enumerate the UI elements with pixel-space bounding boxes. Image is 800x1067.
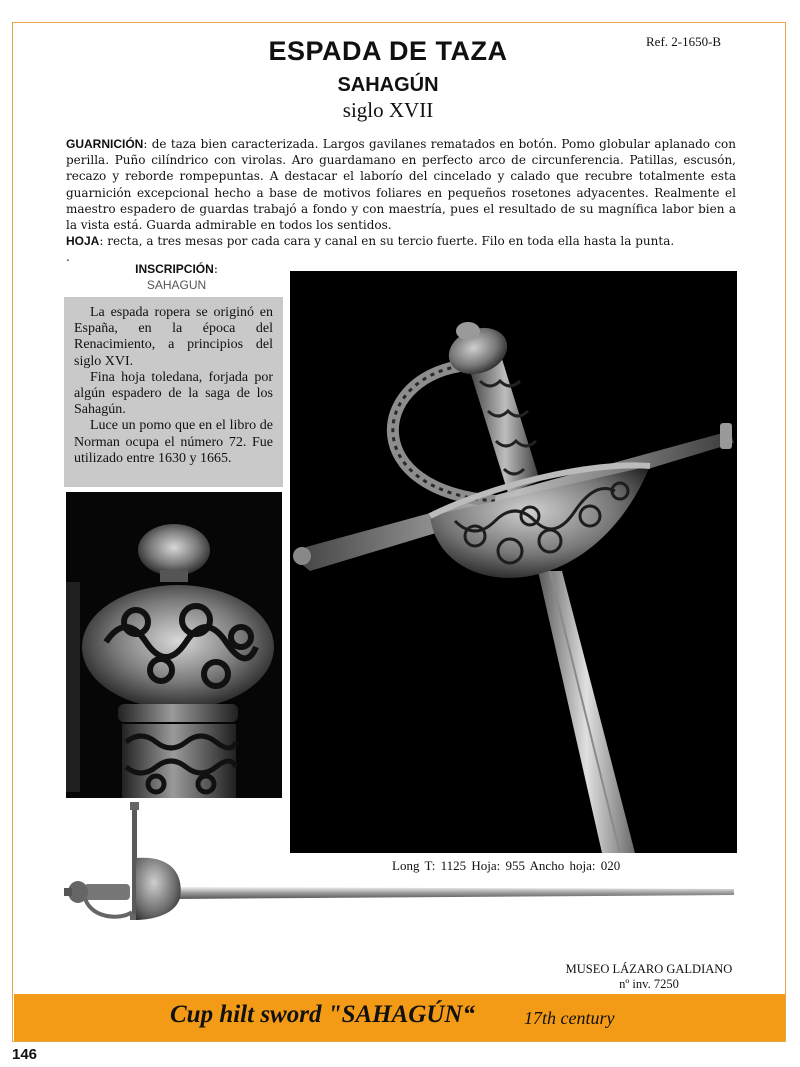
inscription-value: SAHAGUN <box>146 278 207 292</box>
guarnicion-text: : de taza bien caracterizada. Largos gavilanes rematados en botón. Pomo globular aplanado con perilla. Puño cilíndrico con virolas. Aro guardamano en perfecto arco de circunferencia. Patillas, escusón, recazo y reborde rompepuntas. A destacar el laborío del cincelado y calado que recubre totalmente esta guarnición excepcional hecho a base de motivos foliares en pequeños rosetones adyacentes. Realmente el maestro espadero de guardas trabajó a fondo y con maestría, pues el resultado de su magnífica labor bien a la vista está. Guarda admirable en todos los sentidos. <box>66 137 736 233</box>
museum-name: MUSEO LÁZARO GALDIANO <box>565 962 733 976</box>
guarnicion-label: GUARNICIÓN <box>66 137 144 151</box>
museum-caption <box>560 962 738 992</box>
note-paragraph-2: Fina hoja toledana, forjada por algún espadero de la saga de los Sahagún. <box>74 369 273 418</box>
pommel-detail-photo <box>66 492 282 798</box>
note-paragraph-1: La espada ropera se originó en España, en la época del Renacimiento, a principios del siglo XVI. <box>74 305 273 369</box>
inscription-label-text: INSCRIPCIÓN <box>135 262 214 276</box>
page-subtitle: SAHAGÚN <box>337 74 439 96</box>
note-paragraph-3: Luce un pomo que en el libro de Norman ocupa el número 72. Fue utilizado entre 1630 y 1665. <box>74 418 273 466</box>
full-sword-illustration <box>62 800 738 920</box>
description-block <box>66 136 736 266</box>
cup-hilt-illustration <box>290 271 737 853</box>
museum-inventory: nº inv. 7250 <box>619 977 679 991</box>
page-title: ESPADA DE TAZA <box>268 36 508 66</box>
inscription-label <box>64 262 289 276</box>
pommel-detail-illustration <box>66 492 282 798</box>
banner-title: Cup hilt sword "SAHAGÚN“ <box>170 1001 475 1028</box>
hoja-paragraph <box>66 233 736 249</box>
dimensions-caption: Long T: 1125 Hoja: 955 Ancho hoja: 020 <box>392 858 621 873</box>
page-number: 146 <box>12 1046 38 1063</box>
trailing-dot: . <box>66 250 70 265</box>
banner-century: 17th century <box>524 1008 615 1028</box>
inscription-colon: : <box>213 262 218 276</box>
hoja-text: : recta, a tres mesas por cada cara y canal en su tercio fuerte. Filo en toda ella hasta la punta. <box>99 234 675 249</box>
history-note <box>64 297 283 487</box>
guarnicion-paragraph <box>66 136 736 233</box>
main-sword-photo <box>290 271 737 853</box>
hoja-label: HOJA <box>66 234 100 249</box>
reference-number: Ref. 2-1650-B <box>646 34 722 49</box>
century-label: siglo XVII <box>342 98 434 122</box>
full-sword-photo <box>62 800 738 920</box>
